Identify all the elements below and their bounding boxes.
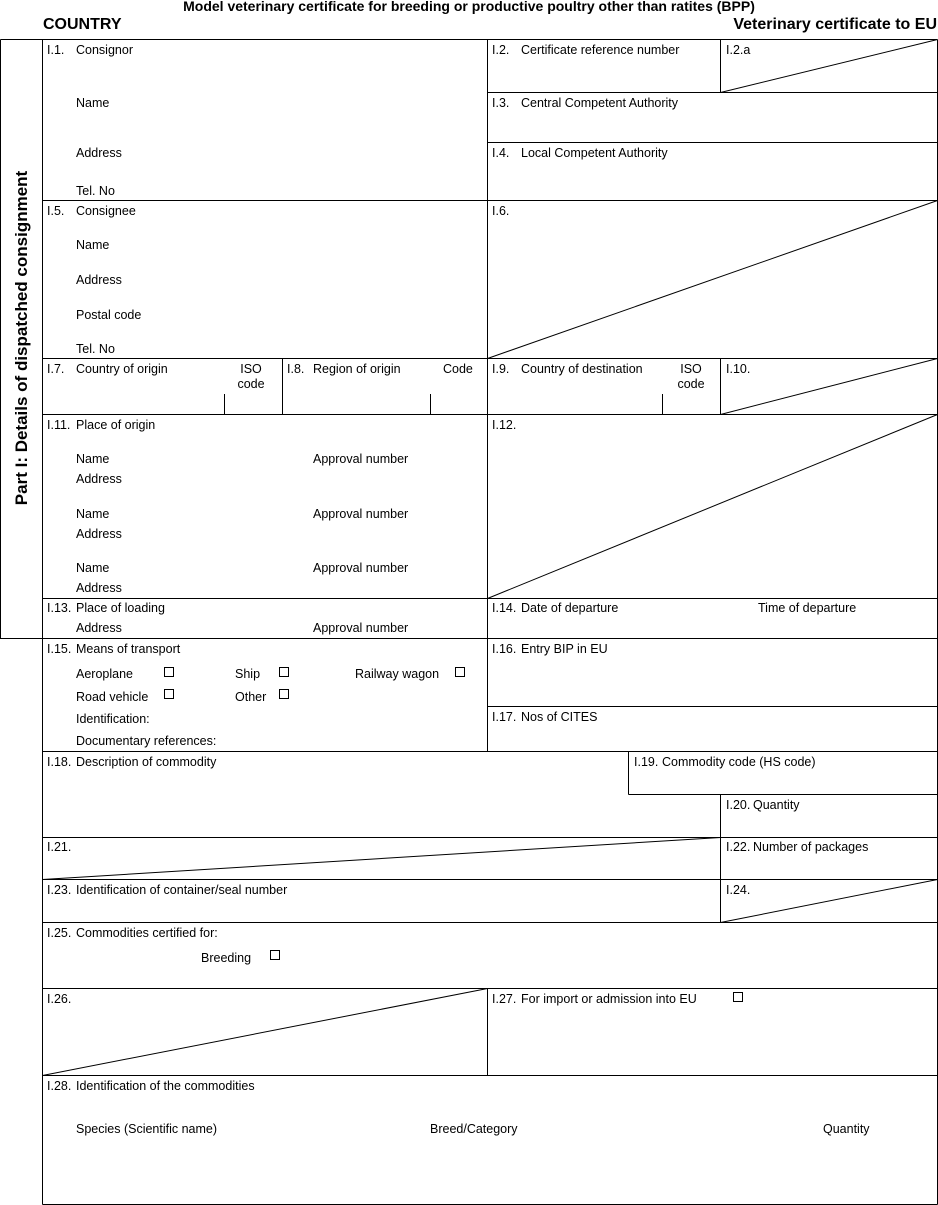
i14-number: I.14. bbox=[492, 601, 517, 615]
certificate-title: Model veterinary certificate for breeding or productive poultry other than ratites (BPP) bbox=[183, 0, 755, 14]
i15-number: I.15. bbox=[47, 642, 72, 656]
i1-number: I.1. bbox=[47, 43, 65, 57]
commodity-code-label: Commodity code (HS code) bbox=[662, 755, 816, 769]
consignor-tel-label: Tel. No bbox=[76, 184, 115, 198]
import-admission-label: For import or admission into EU bbox=[521, 992, 697, 1006]
region-code-label: Code bbox=[443, 362, 473, 376]
road-vehicle-checkbox[interactable] bbox=[164, 689, 174, 699]
origin-approval-label-2: Approval number bbox=[313, 507, 409, 521]
identification-label: Identification: bbox=[76, 712, 150, 726]
railway-wagon-checkbox[interactable] bbox=[455, 667, 465, 677]
other-checkbox[interactable] bbox=[279, 689, 289, 699]
i9-iso-line2: code bbox=[677, 377, 705, 391]
place-of-loading-label: Place of loading bbox=[76, 601, 165, 615]
central-authority-label: Central Competent Authority bbox=[521, 96, 679, 110]
entry-bip-label: Entry BIP in EU bbox=[521, 642, 608, 656]
number-of-packages-label: Number of packages bbox=[753, 840, 869, 854]
i2-number: I.2. bbox=[492, 43, 510, 57]
import-admission-checkbox[interactable] bbox=[733, 992, 743, 1002]
loading-address-label: Address bbox=[76, 621, 122, 635]
i7-iso-code-label bbox=[226, 362, 276, 392]
i9-number: I.9. bbox=[492, 362, 510, 376]
certificate-reference-label: Certificate reference number bbox=[521, 43, 680, 57]
species-column-header: Species (Scientific name) bbox=[76, 1122, 218, 1136]
origin-address-label-1: Address bbox=[76, 472, 122, 486]
quantity-column-header: Quantity bbox=[823, 1122, 870, 1136]
i5-number: I.5. bbox=[47, 204, 65, 218]
certificate-to-heading: Veterinary certificate to EU bbox=[733, 16, 937, 33]
means-of-transport-label: Means of transport bbox=[76, 642, 181, 656]
i24-number: I.24. bbox=[726, 883, 751, 897]
origin-approval-label-3: Approval number bbox=[313, 561, 409, 575]
i12-number: I.12. bbox=[492, 418, 517, 432]
i27-number: I.27. bbox=[492, 992, 517, 1006]
ship-label: Ship bbox=[235, 667, 261, 681]
i2a-label: I.2.a bbox=[726, 43, 751, 57]
i19-number: I.19. bbox=[634, 755, 659, 769]
origin-name-label-1: Name bbox=[76, 452, 110, 466]
i6-number: I.6. bbox=[492, 204, 510, 218]
i7-iso-line2: code bbox=[237, 377, 265, 391]
i4-number: I.4. bbox=[492, 146, 510, 160]
region-of-origin-label: Region of origin bbox=[313, 362, 401, 376]
container-seal-label: Identification of container/seal number bbox=[76, 883, 288, 897]
consignee-postal-label: Postal code bbox=[76, 308, 142, 322]
aeroplane-label: Aeroplane bbox=[76, 667, 133, 681]
consignee-tel-label: Tel. No bbox=[76, 342, 115, 356]
consignee-name-label: Name bbox=[76, 238, 110, 252]
i28-number: I.28. bbox=[47, 1079, 72, 1093]
origin-approval-label-1: Approval number bbox=[313, 452, 409, 466]
country-heading: COUNTRY bbox=[43, 16, 122, 33]
origin-name-label-3: Name bbox=[76, 561, 110, 575]
loading-approval-label: Approval number bbox=[313, 621, 409, 635]
documentary-references-label: Documentary references: bbox=[76, 734, 217, 748]
consignee-label: Consignee bbox=[76, 204, 136, 218]
i26-number: I.26. bbox=[47, 992, 72, 1006]
quantity-label: Quantity bbox=[753, 798, 800, 812]
consignee-address-label: Address bbox=[76, 273, 122, 287]
origin-address-label-2: Address bbox=[76, 527, 122, 541]
country-of-origin-label: Country of origin bbox=[76, 362, 168, 376]
i22-number: I.22. bbox=[726, 840, 751, 854]
i17-number: I.17. bbox=[492, 710, 517, 724]
i20-number: I.20. bbox=[726, 798, 751, 812]
i10-number: I.10. bbox=[726, 362, 751, 376]
place-of-origin-label: Place of origin bbox=[76, 418, 156, 432]
i23-number: I.23. bbox=[47, 883, 72, 897]
railway-wagon-label: Railway wagon bbox=[355, 667, 440, 681]
date-of-departure-label: Date of departure bbox=[521, 601, 619, 615]
description-of-commodity-label: Description of commodity bbox=[76, 755, 217, 769]
i9-iso-code-label bbox=[666, 362, 716, 392]
identification-commodities-label: Identification of the commodities bbox=[76, 1079, 255, 1093]
i9-iso-line1: ISO bbox=[680, 362, 702, 376]
road-vehicle-label: Road vehicle bbox=[76, 690, 149, 704]
breeding-checkbox[interactable] bbox=[270, 950, 280, 960]
origin-address-label-3: Address bbox=[76, 581, 122, 595]
aeroplane-checkbox[interactable] bbox=[164, 667, 174, 677]
breeding-label: Breeding bbox=[201, 951, 252, 965]
i7-number: I.7. bbox=[47, 362, 65, 376]
i8-number: I.8. bbox=[287, 362, 305, 376]
i7-iso-line1: ISO bbox=[240, 362, 262, 376]
local-authority-label: Local Competent Authority bbox=[521, 146, 668, 160]
i16-number: I.16. bbox=[492, 642, 517, 656]
breed-category-column-header: Breed/Category bbox=[430, 1122, 518, 1136]
consignor-name-label: Name bbox=[76, 96, 110, 110]
i13-number: I.13. bbox=[47, 601, 72, 615]
i18-number: I.18. bbox=[47, 755, 72, 769]
ship-checkbox[interactable] bbox=[279, 667, 289, 677]
i11-number: I.11. bbox=[47, 418, 71, 432]
country-of-destination-label: Country of destination bbox=[521, 362, 643, 376]
origin-name-label-2: Name bbox=[76, 507, 110, 521]
cites-label: Nos of CITES bbox=[521, 710, 598, 724]
certified-for-label: Commodities certified for: bbox=[76, 926, 218, 940]
i21-number: I.21. bbox=[47, 840, 72, 854]
i3-number: I.3. bbox=[492, 96, 510, 110]
other-label: Other bbox=[235, 690, 267, 704]
consignor-label: Consignor bbox=[76, 43, 133, 57]
part-one-label: Part I: Details of dispatched consignment bbox=[12, 170, 31, 506]
i25-number: I.25. bbox=[47, 926, 72, 940]
consignor-address-label: Address bbox=[76, 146, 122, 160]
time-of-departure-label: Time of departure bbox=[758, 601, 857, 615]
